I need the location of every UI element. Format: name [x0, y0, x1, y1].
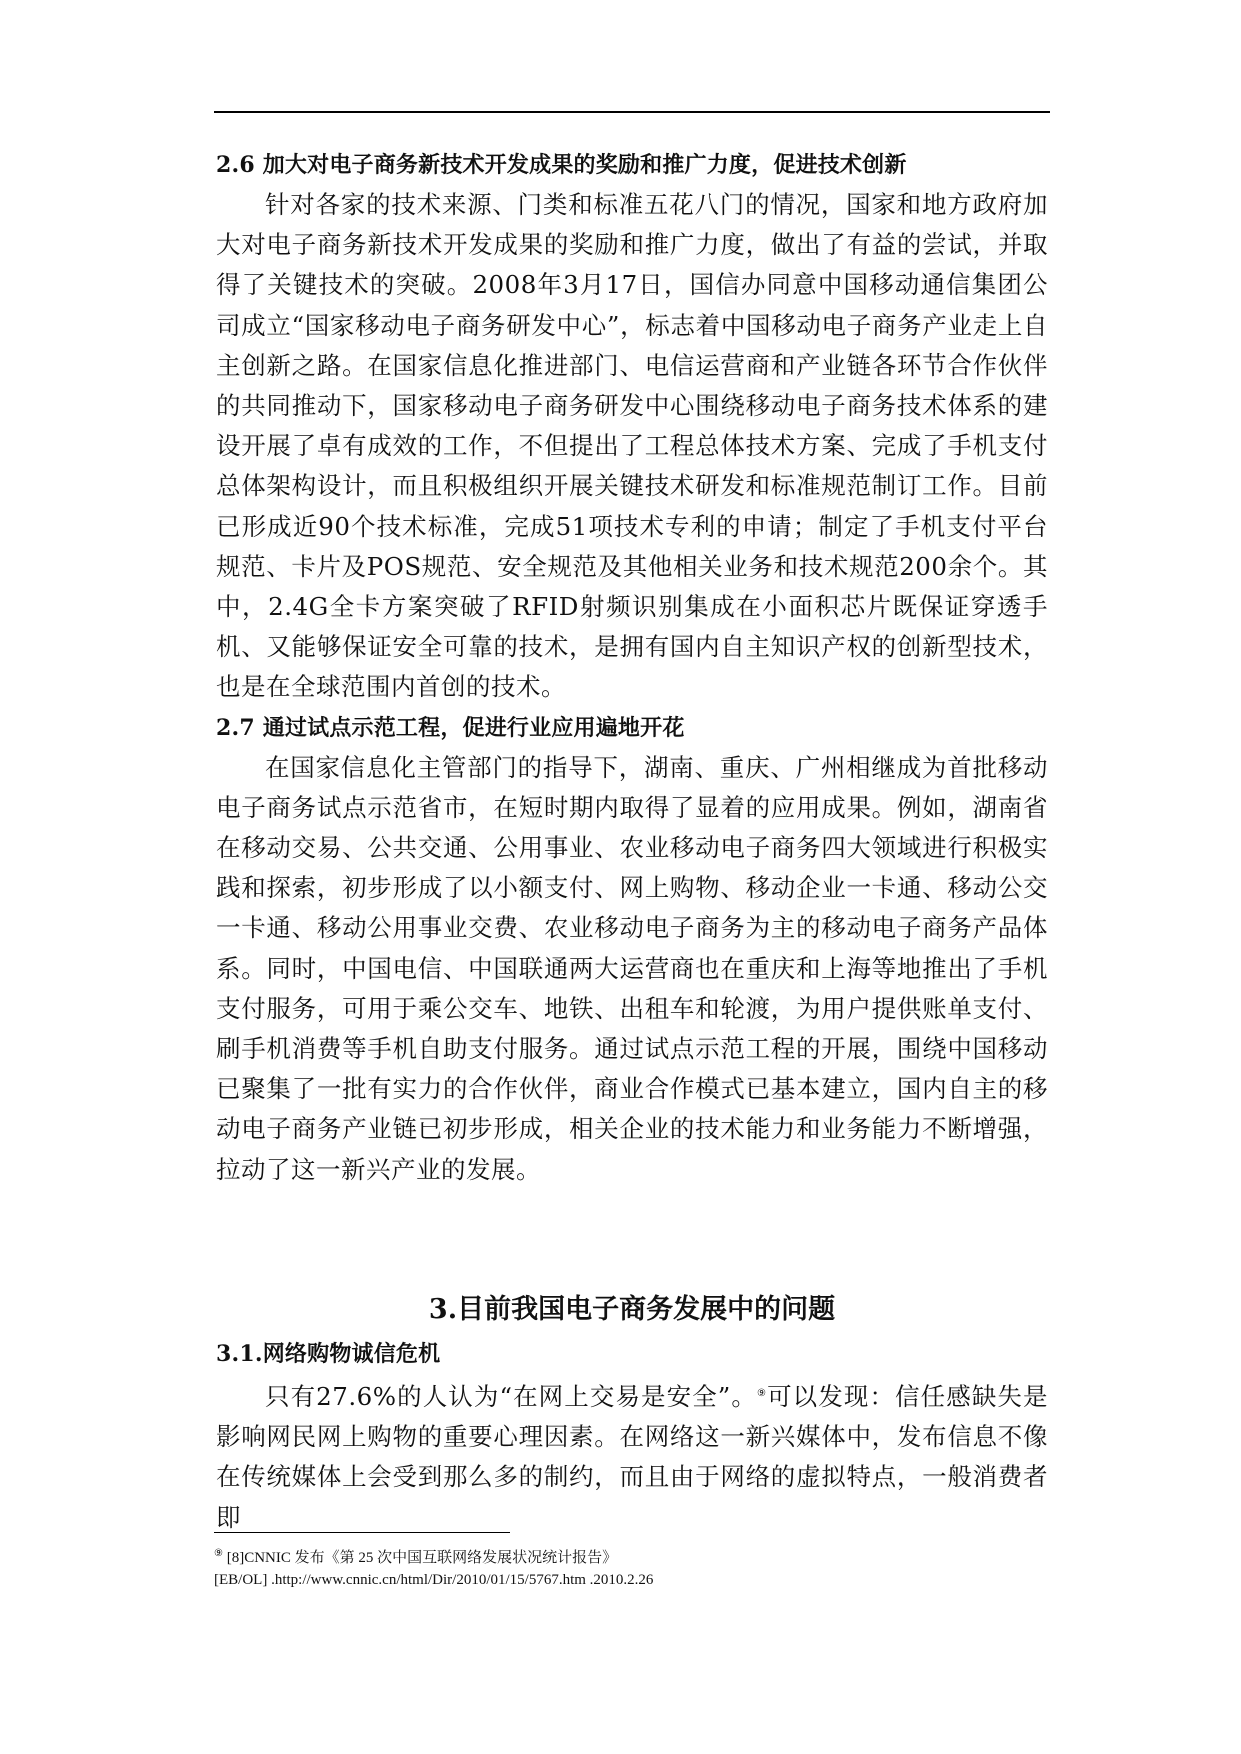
page-content — [216, 145, 1048, 1538]
footnote-mark: ⑨ — [214, 1548, 223, 1559]
footnote-rule — [214, 1532, 510, 1533]
footnotes — [214, 1543, 1044, 1591]
footnote-text-1: [8]CNNIC 发布《第 25 次中国互联网络发展状况统计报告》 — [226, 1550, 618, 1566]
section-paragraph-2-7: 在国家信息化主管部门的指导下，湖南、重庆、广州相继成为首批移动电子商务试点示范省市，在短时期内取得了显着的应用成果。例如，湖南省在移动交易、公共交通、公用事业、农业移动电子商务四大领域进行积极实践和探索，初步形成了以小额支付、网上购物、移动企业一卡通、移动公交一卡通、移动公用事业交费、农业移动电子商务为主的移动电子商务产品体系。同时，中国电信、中国联通两大运营商也在重庆和上海等地推出了手机支付服务，可用于乘公交车、地铁、出租车和轮渡，为用户提供账单支付、刷手机消费等手机自助支付服务。通过试点示范工程的开展，围绕中国移动已聚集了一批有实力的合作伙伴，商业合作模式已基本建立，国内自主的移动电子商务产业链已初步形成，相关企业的技术能力和业务能力不断增强，拉动了这一新兴产业的发展。 — [216, 752, 1048, 1184]
section-heading-3-1: 3.1.网络购物诚信危机 — [216, 1340, 441, 1367]
section-heading-2-6: 2.6 加大对电子商务新技术开发成果的奖励和推广力度，促进技术创新 — [216, 152, 907, 178]
section-paragraph-2-6: 针对各家的技术来源、门类和标准五花八门的情况，国家和地方政府加大对电子商务新技术开发成果的奖励和推广力度，做出了有益的尝试，并取得了关键技术的突破。2008年3月17日，国信办同意中国移动通信集团公司成立“国家移动电子商务研发中心”，标志着中国移动电子商务产业走上自主创新之路。在国家信息化推进部门、电信运营商和产业链各环节合作伙伴的共同推动下，国家移动电子商务研发中心围绕移动电子商务技术体系的建设开展了卓有成效的工作，不但提出了工程总体技术方案、完成了手机支付总体架构设计，而且积极组织开展关键技术研发和标准规范制订工作。目前已形成近90个技术标准，完成51项技术专利的申请；制定了手机支付平台规范、卡片及POS规范、安全规范及其他相关业务和技术规范200余个。其中，2.4G全卡方案突破了RFID射频识别集成在小面积芯片既保证穿透手机、又能够保证安全可靠的技术，是拥有国内自主知识产权的创新型技术，也是在全球范围内首创的技术。 — [216, 190, 1048, 702]
footnote-reference-mark[interactable]: ⑨ — [757, 1387, 768, 1399]
chapter-title: 3.目前我国电子商务发展中的问题 — [428, 1293, 836, 1325]
footnote-line-1 — [214, 1543, 1044, 1569]
paragraph-text-before-mark: 只有27.6%的人认为“在网上交易是安全”。 — [265, 1382, 758, 1412]
section-paragraph-3-1 — [216, 1374, 1048, 1538]
footnote-line-2: [EB/OL] .http://www.cnnic.cn/html/Dir/2010/01/15/5767.htm .2010.2.26 — [214, 1572, 654, 1588]
header-rule — [214, 111, 1050, 113]
section-heading-2-7: 2.7 通过试点示范工程，促进行业应用遍地开花 — [216, 714, 685, 741]
paragraph-text-after-mark: 可以发现：信任感缺失是影响网民网上购物的重要心理因素。在网络这一新兴媒体中，发布信息不像在传统媒体上会受到那么多的制约，而且由于网络的虚拟特点，一般消费者即 — [216, 1382, 1049, 1532]
chapter-spacer — [216, 1190, 1048, 1286]
